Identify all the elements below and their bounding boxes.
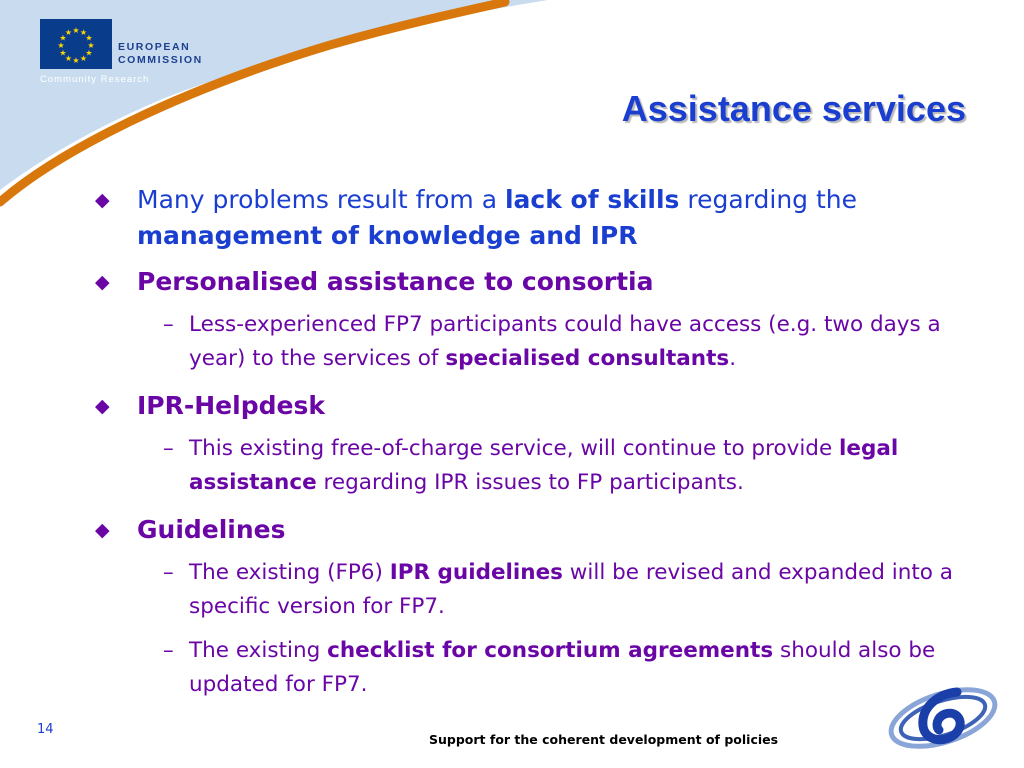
bullet-bold-text: management of knowledge and IPR [137, 221, 638, 250]
page-number: 14 [37, 722, 54, 737]
slide-title: Assistance services [621, 88, 966, 129]
sub-bullet-bold-text: legal assistance [189, 436, 899, 495]
bullet-heading: Guidelines [137, 515, 286, 544]
svg-text:★: ★ [64, 54, 73, 63]
svg-text:★: ★ [85, 48, 93, 58]
svg-text:★: ★ [64, 28, 73, 37]
sub-bullet-text: will be revised and expanded into a specific version for FP7. [189, 560, 953, 619]
bullet-guidelines [95, 512, 980, 548]
dash-icon: – [163, 560, 174, 585]
svg-text:★: ★ [87, 41, 95, 50]
sub-bullet-ipr-guidelines [95, 556, 980, 624]
slide-content [95, 182, 980, 714]
commission-name: EUROPEAN COMMISSION [118, 41, 203, 66]
bullet-personalised-assistance [95, 264, 980, 300]
bullet-heading: IPR-Helpdesk [137, 391, 325, 420]
sub-bullet-bold-text: checklist for consortium agreements [327, 638, 774, 663]
diamond-bullet-icon: ◆ [95, 519, 110, 541]
footer-text: Support for the coherent development of policies [429, 732, 779, 747]
dash-icon: – [163, 638, 174, 663]
sub-bullet-text: should also be updated for FP7. [189, 638, 936, 697]
sub-bullet-text: The existing [189, 638, 328, 663]
svg-text:★: ★ [72, 56, 80, 65]
sub-bullet-consultants [95, 308, 980, 376]
sub-bullet-checklist [95, 634, 980, 702]
diamond-bullet-icon: ◆ [95, 189, 110, 211]
sub-bullet-text: The existing (FP6) [189, 560, 390, 585]
bullet-bold-text: lack of skills [504, 185, 680, 214]
diamond-bullet-icon: ◆ [95, 271, 110, 293]
fp6-logo-icon [885, 682, 1001, 752]
sub-bullet-text: . [729, 346, 737, 371]
bullet-ipr-helpdesk [95, 388, 980, 424]
svg-text:★: ★ [79, 28, 88, 37]
sub-bullet-bold-text: specialised consultants [445, 346, 730, 371]
eu-flag-icon [40, 19, 112, 69]
sub-bullet-text: regarding IPR issues to FP participants. [316, 470, 744, 495]
dash-icon: – [163, 436, 174, 461]
bullet-lack-of-skills [95, 182, 980, 254]
sub-bullet-legal-assistance [95, 432, 980, 500]
svg-text:★: ★ [59, 33, 67, 43]
svg-text:★: ★ [72, 26, 80, 35]
sub-bullet-text: This existing free-of-charge service, will continue to provide [189, 436, 840, 461]
svg-text:★: ★ [85, 33, 93, 43]
svg-text:★: ★ [57, 41, 65, 50]
dash-icon: – [163, 312, 174, 337]
european-commission-logo [40, 19, 220, 91]
svg-text:★: ★ [79, 54, 88, 63]
bullet-text: Many problems result from a [137, 185, 505, 214]
bullet-heading: Personalised assistance to consortia [137, 267, 654, 296]
diamond-bullet-icon: ◆ [95, 395, 110, 417]
bullet-text: regarding the [679, 185, 858, 214]
sub-bullet-bold-text: IPR guidelines [389, 560, 563, 585]
community-research-label: Community Research [40, 74, 150, 85]
svg-text:★: ★ [59, 48, 67, 58]
sub-bullet-text: Less-experienced FP7 participants could have access (e.g. two days a year) to the services of [189, 312, 941, 371]
